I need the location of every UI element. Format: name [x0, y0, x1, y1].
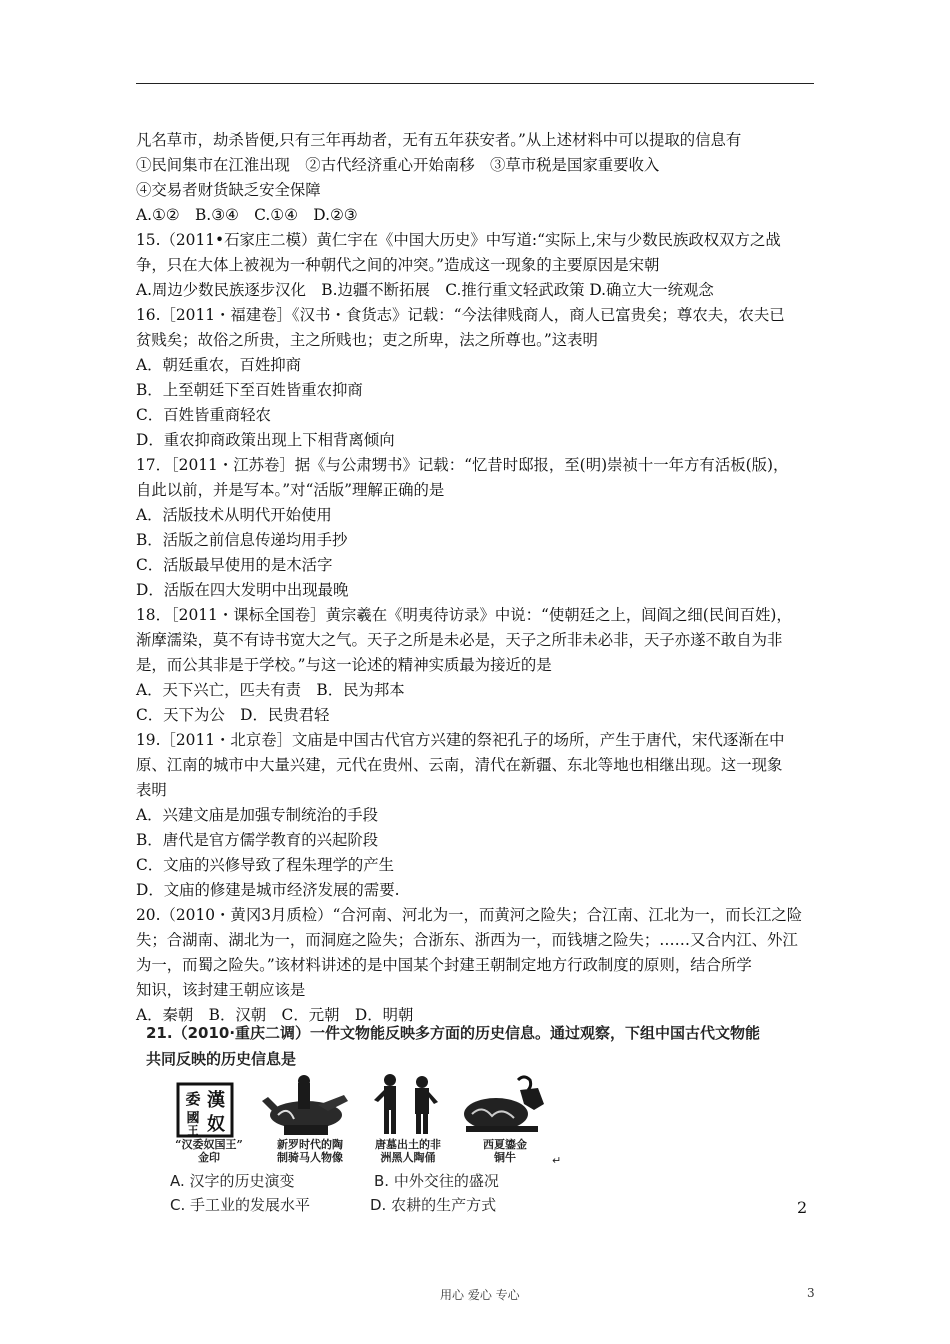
text-line: B．活版之前信息传递均用手抄	[136, 531, 348, 549]
text-line: 自此以前，并是写本。”对“活版”理解正确的是	[136, 481, 445, 499]
text-line: ④交易者财货缺乏安全保障	[136, 181, 321, 199]
text-line: A．天下兴亡，匹夫有责 B．民为邦本	[136, 681, 405, 699]
text-line: 失；合湖南、湖北为一，而洞庭之险失；合浙东、浙西为一，而钱塘之险失；……又合内江、外江	[136, 931, 798, 949]
gold-seal-image	[176, 1082, 234, 1138]
pottery-figures-image	[372, 1072, 442, 1138]
text-line: 为一，而蜀之险失。”该材料讲述的是中国某个封建王朝制定地方行政制度的原则，结合所学	[136, 956, 752, 974]
seal-char-5: 王	[187, 1124, 199, 1137]
q21-option-c: C. 手工业的发展水平	[170, 1196, 311, 1214]
caption-line: 金印	[198, 1151, 220, 1164]
text-line: B．唐代是官方儒学教育的兴起阶段	[136, 831, 379, 849]
return-mark: ↵	[552, 1154, 562, 1167]
text-line: A．兴建文庙是加强专制统治的手段	[136, 806, 378, 824]
text-line: A．朝廷重农，百姓抑商	[136, 356, 302, 374]
text-line: 原、江南的城市中大量兴建，元代在贵州、云南，清代在新疆、东北等地也相继出现。这一现象	[136, 756, 783, 774]
q21-stem-line1: 21.（2010·重庆二调）一件文物能反映多方面的历史信息。通过观察，下组中国古代文物能	[146, 1024, 761, 1042]
q21-option-d: D. 农耕的生产方式	[370, 1196, 497, 1214]
seal-char-2: 委	[185, 1090, 201, 1108]
caption-horse-rider	[264, 1138, 356, 1164]
caption-line: 制骑马人物像	[277, 1151, 343, 1164]
text-line: A.周边少数民族逐步汉化 B.边疆不断拓展 C.推行重文轻武政策 D.确立大一统观念	[136, 281, 714, 299]
seal-char-1: 漢	[207, 1090, 225, 1111]
text-line: C．百姓皆重商轻农	[136, 406, 271, 424]
text-line: C．天下为公 D．民贵君轻	[136, 706, 330, 724]
footer-slogan: 用心 爱心 专心	[440, 1288, 520, 1302]
caption-line: 新罗时代的陶	[277, 1138, 343, 1151]
seal-char-4: 國	[186, 1111, 200, 1126]
text-line: D．重农抑商政策出现上下相背离倾向	[136, 431, 395, 449]
text-line: D．文庙的修建是城市经济发展的需要.	[136, 881, 400, 899]
header-rule	[136, 83, 814, 84]
seal-char-3: 奴	[207, 1114, 225, 1135]
caption-line: 唐墓出土的非	[375, 1138, 441, 1151]
text-line: C．文庙的兴修导致了程朱理学的产生	[136, 856, 395, 874]
text-line: B．上至朝廷下至百姓皆重农抑商	[136, 381, 363, 399]
text-line: 18．［2011・课标全国卷］黄宗羲在《明夷待访录》中说：“使朝廷之上，闾阎之细(民间百姓)，	[136, 606, 792, 624]
text-line: 表明	[136, 781, 167, 799]
text-line: A．活版技术从明代开始使用	[136, 506, 332, 524]
q21-option-b: B. 中外交往的盛况	[374, 1172, 499, 1190]
text-line: 19.［2011・北京卷］文庙是中国古代官方兴建的祭祀孔子的场所，产生于唐代，宋代逐渐在中	[136, 731, 785, 749]
text-line: 贫贱矣；故俗之所贵，主之所贱也；吏之所卑，法之所尊也。”这表明	[136, 331, 598, 349]
text-line: 17．［2011・江苏卷］据《与公肃甥书》记载：“忆昔时邸报，至(明)崇祯十一年方有活板(版)，	[136, 456, 789, 474]
bronze-ox-image	[458, 1074, 548, 1136]
text-line: 16.［2011・福建卷］《汉书・食货志》记载：“今法律贱商人，商人已富贵矣；尊农夫，农夫已	[136, 306, 785, 324]
text-line: C．活版最早使用的是木活字	[136, 556, 333, 574]
text-line: 渐摩濡染，莫不有诗书宽大之气。天子之所是未必是，天子之所非未必非，天子亦遂不敢自为非	[136, 631, 783, 649]
caption-line: 铜牛	[494, 1151, 516, 1164]
pottery-horse-rider-image	[258, 1075, 354, 1137]
caption-line: 西夏鎏金	[483, 1138, 527, 1151]
text-line: 15.（2011•石家庄二模）黄仁宇在《中国大历史》中写道:“实际上,宋与少数民族政权双方之战	[136, 231, 781, 249]
q21-option-a: A. 汉字的历史演变	[170, 1172, 295, 1190]
page-number: 3	[807, 1286, 815, 1300]
text-line: A．秦朝 B．汉朝 C．元朝 D．明朝	[136, 1006, 414, 1024]
text-line: 知识，该封建王朝应该是	[136, 981, 306, 999]
text-line: ①民间集市在江淮出现 ②古代经济重心开始南移 ③草市税是国家重要收入	[136, 156, 660, 174]
text-line: 是，而公其非是于学校。”与这一论述的精神实质最为接近的是	[136, 656, 552, 674]
caption-gold-seal	[168, 1138, 250, 1164]
q21-stem-line2: 共同反映的历史信息是	[146, 1050, 297, 1068]
caption-bronze-ox	[468, 1138, 542, 1164]
text-line: 争，只在大体上被视为一种朝代之间的冲突。”造成这一现象的主要原因是宋朝	[136, 256, 660, 274]
caption-line: “汉委奴国王”	[175, 1138, 243, 1151]
inner-page-number: 2	[797, 1198, 808, 1217]
caption-figures	[366, 1138, 450, 1164]
caption-line: 洲黑人陶俑	[380, 1151, 436, 1164]
text-line: D．活版在四大发明中出现最晚	[136, 581, 349, 599]
text-line: A.①② B.③④ C.①④ D.②③	[136, 206, 358, 224]
text-line: 20.（2010・黄冈3月质检）“合河南、河北为一，而黄河之险失；合江南、江北为一，而长江之险	[136, 906, 803, 924]
text-line: 凡名草市，劫杀皆便,只有三年再劫者，无有五年获安者。”从上述材料中可以提取的信息有	[136, 131, 742, 149]
